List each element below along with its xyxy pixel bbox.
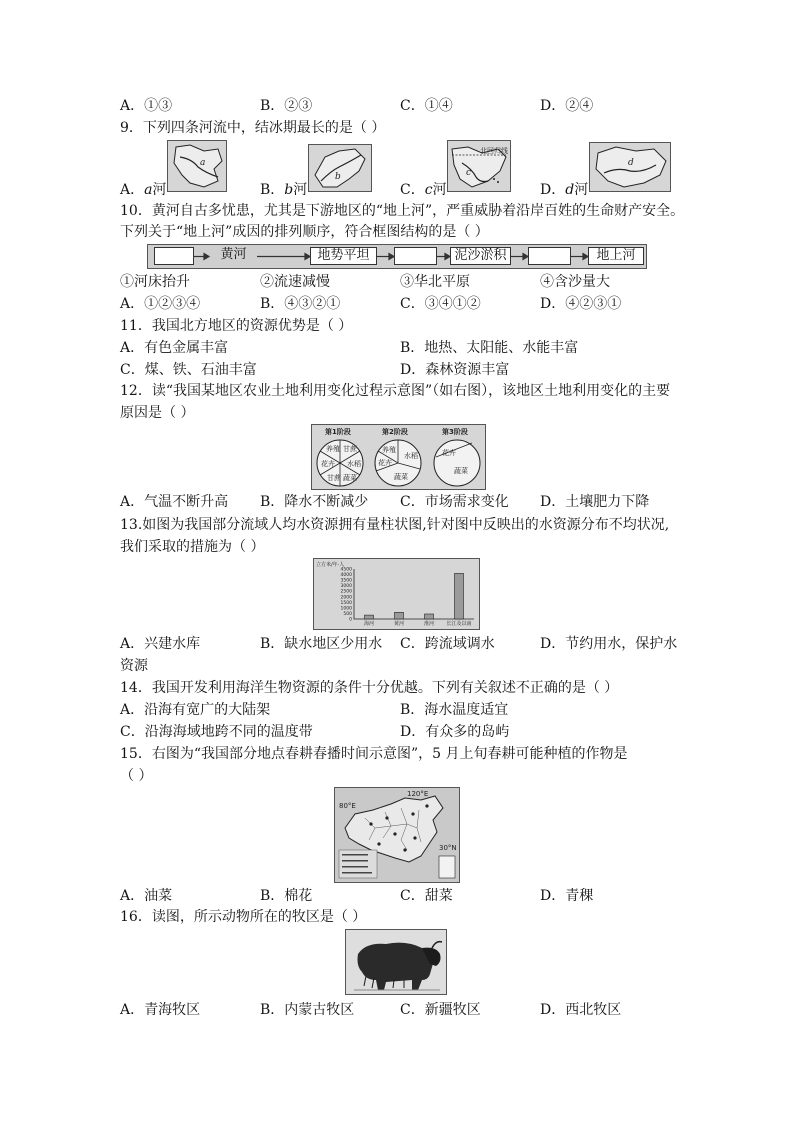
q11-option-d[interactable]: D．森林资源丰富 — [400, 362, 510, 378]
pie2-label-3: 水稻 — [404, 452, 418, 460]
map-label-80e: 80°E — [339, 802, 356, 810]
pie1-label-5: 甘蔗 — [327, 474, 341, 482]
chart-bar — [455, 573, 464, 619]
chart-ytick-label: 500 — [343, 611, 352, 617]
q13-option-b[interactable]: B．缺水地区少用水 — [260, 636, 383, 652]
q10-item-2: ②流速减慢 — [260, 274, 330, 290]
q14-option-b[interactable]: B．海水温度适宜 — [400, 702, 509, 718]
q10-stem-line1: 10．黄河自古多忧患，尤其是下游地区的“地上河”，严重威胁着沿岸百姓的生命财产安全。 — [120, 203, 685, 219]
q9-option-d[interactable]: D．d河 — [540, 182, 589, 198]
q14-option-c[interactable]: C．沿海海域地跨不同的温度带 — [120, 724, 313, 740]
q9-stem: 9．下列四条河流中，结冰期最长的是（ ） — [120, 120, 386, 136]
land-use-diagram — [311, 424, 486, 490]
q8-option-c[interactable]: C．①④ — [400, 98, 453, 114]
q16-stem: 16．读图，所示动物所在的牧区是（ ） — [120, 909, 367, 925]
q12-option-c[interactable]: C．市场需求变化 — [400, 494, 509, 510]
q15-stem-line2: （ ） — [120, 768, 153, 784]
q15-option-d[interactable]: D．青稞 — [540, 888, 594, 904]
q16-option-a[interactable]: A．青海牧区 — [120, 1002, 201, 1018]
q13-stem-line1: 13.如图为我国部分流域人均水资源拥有量柱状图,针对图中反映出的水资源分布不均状况, — [120, 517, 670, 533]
q13-stem-line2: 我们采取的措施为（ ） — [120, 539, 265, 555]
q13-option-a[interactable]: A．兴建水库 — [120, 636, 201, 652]
q8-option-a[interactable]: A．①③ — [120, 98, 173, 114]
yak-image — [345, 929, 447, 995]
pie1-label-6: 蔬菜 — [343, 474, 357, 482]
q13-option-c[interactable]: C．跨流域调水 — [400, 636, 495, 652]
q10-stem-line2: 下列关于“地上河”成因的排列顺序，符合框图结构的是（ ） — [120, 224, 489, 240]
q9-option-c[interactable]: C．c河 — [400, 182, 447, 198]
map-label-30n: 30°N — [439, 844, 457, 852]
river-map-b — [308, 144, 372, 192]
q16-option-c[interactable]: C．新疆牧区 — [400, 1002, 481, 1018]
river-map-d — [589, 142, 671, 192]
flow-blank-3 — [528, 247, 571, 265]
chart-bar — [395, 612, 404, 619]
q15-option-a[interactable]: A．油菜 — [120, 888, 173, 904]
chart-category-label: 淮河 — [423, 621, 435, 627]
chart-ytick-label: 3500 — [340, 578, 352, 584]
pie1-label-4: 水稻 — [347, 460, 361, 468]
pie1-label-2: 甘蔗 — [343, 445, 357, 453]
pie2-label-1: 养殖 — [382, 446, 396, 454]
q15-option-b[interactable]: B．棉花 — [260, 888, 313, 904]
chart-category-label: 海河 — [363, 621, 375, 627]
chart-ytick-label: 3000 — [340, 584, 352, 590]
flow-node-flat-terrain: 地势平坦 — [310, 247, 377, 265]
chart-ytick-label: 2000 — [340, 595, 352, 601]
water-resource-chart — [313, 558, 480, 630]
q12-stem-line2: 原因是（ ） — [120, 405, 195, 421]
map-label-c: c — [466, 168, 472, 178]
q12-option-b[interactable]: B．降水不断减少 — [260, 494, 369, 510]
stage-3-label: 第3阶段 — [442, 428, 468, 436]
q14-stem: 14．我国开发利用海洋生物资源的条件十分优越。下列有关叙述不正确的是（ ） — [120, 680, 619, 696]
river-map-c — [447, 140, 511, 192]
flow-node-raised-river: 地上河 — [588, 247, 644, 265]
q11-option-a[interactable]: A．有色金属丰富 — [120, 340, 229, 356]
q10-item-4: ④含沙量大 — [540, 274, 610, 290]
q15-option-c[interactable]: C．甜菜 — [400, 888, 453, 904]
q10-option-a[interactable]: A．①②③④ — [120, 296, 201, 312]
q11-stem: 11．我国北方地区的资源优势是（ ） — [120, 318, 353, 334]
spring-plowing-map — [334, 787, 460, 883]
chart-ytick-label: 1500 — [340, 600, 352, 606]
pie2-label-2: 花卉 — [378, 459, 392, 467]
chart-category-label: 长江及以南 — [446, 621, 472, 627]
pie2-label-4: 蔬菜 — [394, 473, 408, 481]
q15-stem-line1: 15．右图为“我国部分地点春耕春播时间示意图”，5 月上旬春耕可能种植的作物是 — [120, 746, 628, 762]
stage-1-label: 第1阶段 — [325, 428, 351, 436]
q8-option-b[interactable]: B．②③ — [260, 98, 313, 114]
chart-ytick-label: 4500 — [340, 567, 352, 573]
map-label-b: b — [335, 172, 341, 182]
q10-option-b[interactable]: B．④③②① — [260, 296, 341, 312]
q8-option-d[interactable]: D．②④ — [540, 98, 594, 114]
q10-item-1: ①河床抬升 — [120, 274, 190, 290]
chart-bar — [425, 614, 434, 619]
q10-option-d[interactable]: D．④②③① — [540, 296, 622, 312]
flow-blank-2 — [394, 247, 437, 265]
pie1-label-1: 养殖 — [326, 445, 340, 453]
q12-stem-line1: 12．读“我国某地区农业土地利用变化过程示意图”（如右图），该地区土地利用变化的主要 — [120, 383, 671, 399]
chart-ytick-label: 2500 — [340, 589, 352, 595]
flow-node-silt-deposition: 泥沙淤积 — [450, 247, 511, 265]
map-label-120e: 120°E — [407, 790, 429, 798]
map-label-d: d — [628, 158, 634, 168]
chart-ytick-label: 4000 — [340, 573, 352, 579]
pie3-label-1: 花卉 — [442, 449, 456, 457]
q14-option-a[interactable]: A．沿海有宽广的大陆架 — [120, 702, 271, 718]
flow-node-yellow-river: 黄河 — [220, 247, 247, 262]
q10-option-c[interactable]: C．③④①② — [400, 296, 481, 312]
river-map-a — [167, 140, 227, 192]
chart-ytick-label: 0 — [349, 617, 352, 623]
chart-bar — [365, 615, 374, 619]
q12-option-d[interactable]: D．土壤肥力下降 — [540, 494, 650, 510]
chart-ytick-label: 1000 — [340, 606, 352, 612]
q11-option-c[interactable]: C．煤、铁、石油丰富 — [120, 362, 257, 378]
q14-option-d[interactable]: D．有众多的岛屿 — [400, 724, 510, 740]
q12-option-a[interactable]: A．气温不断升高 — [120, 494, 229, 510]
q9-option-b[interactable]: B．b河 — [260, 182, 308, 198]
q16-option-d[interactable]: D．西北牧区 — [540, 1002, 622, 1018]
chart-ylabel: 立方米/年·人 — [316, 562, 345, 568]
q13-option-d[interactable]: D．节约用水，保护水 — [540, 636, 678, 652]
map-label-a: a — [200, 158, 206, 168]
q9-option-a[interactable]: A．a河 — [120, 182, 167, 198]
q11-option-b[interactable]: B．地热、太阳能、水能丰富 — [400, 340, 579, 356]
q13-option-d-continued: 资源 — [120, 658, 148, 674]
pie1-label-3: 花卉 — [321, 460, 335, 468]
flow-blank-1 — [154, 247, 194, 265]
flowchart — [147, 244, 647, 269]
pie3-label-2: 蔬菜 — [454, 467, 468, 475]
map-c-tropic-label: 北回归线 — [480, 147, 508, 155]
chart-category-label: 黄河 — [393, 621, 405, 627]
q16-option-b[interactable]: B．内蒙古牧区 — [260, 1002, 355, 1018]
stage-2-label: 第2阶段 — [382, 428, 408, 436]
q10-item-3: ③华北平原 — [400, 274, 470, 290]
